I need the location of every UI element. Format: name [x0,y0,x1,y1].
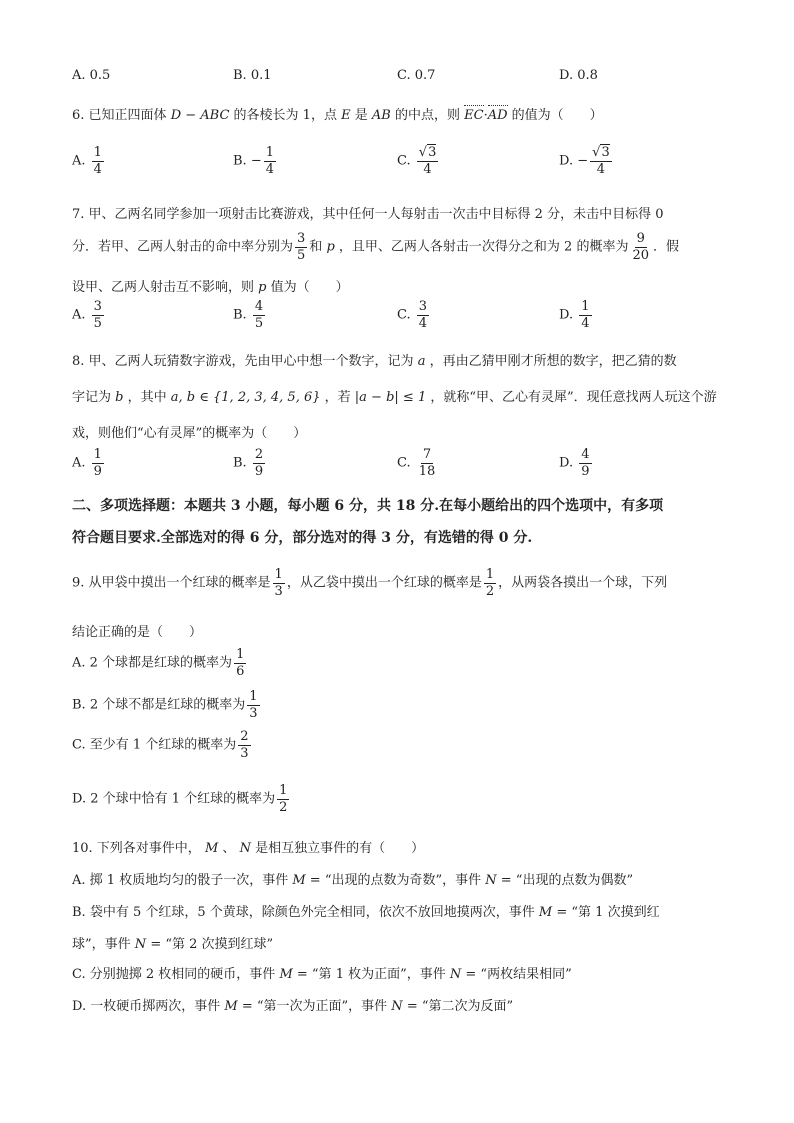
q9-line-2: 结论正确的是（ ） [72,625,203,640]
q9-option-text: C. 至少有 1 个红球的概率为 [72,737,237,753]
numerator: 1 [581,299,590,314]
denominator: 4 [581,315,590,331]
q10-text: = “第 2 次摸到红球” [150,937,274,952]
q6-option-d [559,146,614,176]
q7-line-2 [72,232,679,262]
fraction [579,300,591,330]
denominator: 20 [632,247,650,263]
q8-line-2 [72,386,717,405]
q7-text: 和 [309,239,323,255]
q10-text: A. 掷 1 枚质地均匀的骰子一次，事件 [72,873,289,888]
q7-text: ．假 [653,239,680,255]
q8-abs-expression: |a − b| ≤ 1 [354,390,427,405]
q8-text: ，若 [324,390,351,405]
q6-option-b [233,146,278,176]
q8-text: 字记为 [72,390,112,405]
q6-text: 是 [354,108,368,123]
fraction [417,448,438,478]
q8-line-3: 戏，则他们“心有灵犀”的概率为（ ） [72,426,307,441]
q7-option-b [233,300,267,330]
fraction [417,146,439,176]
q6-vector-ad: AD [487,108,508,123]
denominator: 5 [254,315,264,331]
q9-option-d [72,784,291,814]
q6-option-c [397,146,440,176]
q9-text: ，从两袋各摸出一个球，下列 [498,575,668,591]
q7-option-a [72,300,106,330]
q6-point-e: E [341,108,351,123]
minus-sign: − [577,153,589,169]
numerator: 1 [279,783,288,798]
q9-option-text: A. 2 个球都是红球的概率为 [72,655,233,671]
numerator: 1 [485,567,495,582]
q6-text: 的中点，则 [394,108,460,123]
numerator: 4 [254,299,264,314]
fraction [295,232,307,262]
denominator: 5 [93,315,102,331]
q10-text: 是相互独立事件的有（ ） [255,841,425,856]
fraction [247,690,259,720]
section-2-heading-cont: 符合题目要求.全部选对的得 6 分，部分选对的得 3 分，有选错的得 0 分. [72,530,533,546]
fraction [273,568,285,598]
q7-text: 值为（ ） [270,280,349,295]
q7-text: 分．若甲、乙两人射击的命中率分别为 [72,239,294,255]
fraction [253,300,265,330]
q10-var-n: N [449,967,462,982]
fraction [484,568,496,598]
numerator: 1 [93,447,102,462]
q10-text: B. 袋中有 5 个红球，5 个黄球，除颜色外完全相同，依次不放回地摸两次，事件 [72,905,535,920]
q10-var-m: M [204,841,219,856]
q10-text: = “第 1 枚为正面”，事件 [296,967,446,982]
q9-text: ，从乙袋中摸出一个红球的概率是 [286,575,482,591]
denominator: 4 [93,161,102,177]
q8-option-c [397,448,439,478]
numerator: 4 [581,447,590,462]
q8-option-b [233,448,267,478]
fraction [92,448,104,478]
fraction [590,146,612,176]
denominator: 18 [418,463,436,479]
q10-option-a [72,869,633,888]
fraction [417,300,429,330]
q9-option-text: B. 2 个球不都是红球的概率为 [72,697,246,713]
numerator: 3 [93,299,102,314]
denominator: 3 [274,583,283,599]
option-label: C. [397,153,411,169]
option-label: A. [72,307,86,323]
fraction [234,648,246,678]
q8-var-a: a [417,354,426,369]
option-label: B. [233,455,247,471]
q9-option-text: D. 2 个球中恰有 1 个红球的概率为 [72,791,276,807]
radicand: 3 [428,145,437,160]
denominator: 9 [254,463,264,479]
q10-option-b [72,901,660,920]
q7-option-d [559,300,594,330]
option-label: A. [72,455,86,471]
numerator: √3 [418,145,437,160]
q10-separator: 、 [222,841,236,856]
denominator: 4 [265,161,275,177]
q10-text: = “两枚结果相同” [465,967,572,982]
q5-option-d: D. 0.8 [559,68,598,83]
q10-text: 10. 下列各对事件中， [72,841,201,856]
q10-text: = “第二次为反面” [406,999,514,1014]
q10-var-m: M [292,873,306,888]
q5-option-b: B. 0.1 [233,68,272,83]
q9-line-1 [72,568,667,598]
numerator: 1 [249,689,258,704]
q7-line-1: 7. 甲、乙两名同学参加一项射击比赛游戏，其中任何一人每射击一次击中目标得 2 分，未击中目标得 0 [72,207,664,222]
q8-option-a [72,448,106,478]
fraction [238,730,250,760]
q8-option-d [559,448,594,478]
numerator: 2 [240,729,249,744]
q7-var-p: p [326,239,335,255]
radicand: 3 [601,145,610,160]
q10-text: = “第 1 次摸到红 [556,905,660,920]
option-label: C. [397,307,411,323]
q7-var-p: p [258,280,267,295]
q6-tetra: D − ABC [170,108,230,123]
numerator: √3 [592,145,610,160]
q10-var-m: M [279,967,293,982]
q10-option-d [72,995,513,1014]
q8-text: ，再由乙猜甲刚才所想的数字，把乙猜的数 [429,354,677,369]
q9-option-b [72,690,262,720]
option-label: D. [559,455,574,471]
q10-text: = “第一次为正面”，事件 [241,999,388,1014]
q6-option-a [72,146,106,176]
q6-segment-ab: AB [371,108,391,123]
q6-text: 的值为（ ） [511,108,603,123]
denominator: 6 [236,663,245,679]
q8-text: ，就称“甲、乙心有灵犀”．现任意找两人玩这个游 [430,390,717,405]
numerator: 7 [422,447,432,462]
q7-text: 设甲、乙两人射击互不影响，则 [72,280,255,295]
option-label: C. [397,455,411,471]
q10-text: C. 分别抛掷 2 枚相同的硬币，事件 [72,967,276,982]
q8-set-expression: a, b ∈ {1, 2, 3, 4, 5, 6} [170,390,321,405]
q10-text: = “出现的点数为偶数” [500,873,634,888]
q9-text: 9. 从甲袋中摸出一个红球的概率是 [72,575,271,591]
fraction [630,232,651,262]
q10-option-c [72,963,572,982]
q8-text: 8. 甲、乙两人玩猜数字游戏，先由甲心中想一个数字，记为 [72,354,414,369]
q9-option-c [72,730,253,760]
q10-stem [72,837,424,856]
denominator: 3 [249,705,258,721]
fraction [92,300,104,330]
q10-option-b-cont [72,933,273,952]
q7-text: ，且甲、乙两人各射击一次得分之和为 2 的概率为 [338,239,629,255]
q10-var-n: N [134,937,147,952]
q10-var-n: N [391,999,403,1014]
denominator: 5 [297,247,306,263]
numerator: 1 [93,145,102,160]
q6-text: 的各棱长为 1，点 [233,108,337,123]
q7-option-c [397,300,431,330]
numerator: 1 [265,145,275,160]
denominator: 4 [596,161,606,177]
q10-var-n: N [485,873,497,888]
numerator: 9 [636,231,645,246]
q8-text: ，其中 [127,390,167,405]
numerator: 1 [236,647,245,662]
q10-text: 球”，事件 [72,937,131,952]
q6-text: 6. 已知正四面体 [72,108,167,123]
q6-dot: · [483,108,488,123]
q10-text: = “出现的点数为奇数”，事件 [309,873,482,888]
denominator: 9 [93,463,102,479]
denominator: 9 [581,463,590,479]
q6-vector-ec: EC [464,108,484,123]
fraction [579,448,591,478]
q10-var-m: M [224,999,238,1014]
numerator: 3 [418,299,428,314]
fraction [92,146,104,176]
fraction [264,146,276,176]
option-label: D. [559,307,574,323]
q8-line-1 [72,350,677,369]
denominator: 4 [418,315,428,331]
numerator: 1 [274,567,283,582]
q9-option-a [72,648,248,678]
numerator: 2 [254,447,264,462]
q6-stem [72,104,603,123]
denominator: 2 [279,799,288,815]
option-label: D. [559,153,574,169]
numerator: 3 [297,231,306,246]
q10-var-n: N [239,841,251,856]
option-label: A. [72,153,86,169]
q10-text: D. 一枚硬币掷两次，事件 [72,999,221,1014]
q10-var-m: M [538,905,553,920]
q5-option-c: C. 0.7 [397,68,436,83]
q7-line-3 [72,276,349,295]
denominator: 3 [240,745,249,761]
option-label: B. [233,307,247,323]
section-2-heading: 二、多项选择题：本题共 3 小题，每小题 6 分，共 18 分.在每小题给出的四个选项中，有多项 [72,498,664,514]
q5-option-a: A. 0.5 [72,68,111,83]
denominator: 4 [423,161,432,177]
denominator: 2 [485,583,495,599]
fraction [277,784,289,814]
q8-var-b: b [115,390,124,405]
minus-sign: − [250,153,262,169]
fraction [253,448,265,478]
option-label: B. [233,153,247,169]
